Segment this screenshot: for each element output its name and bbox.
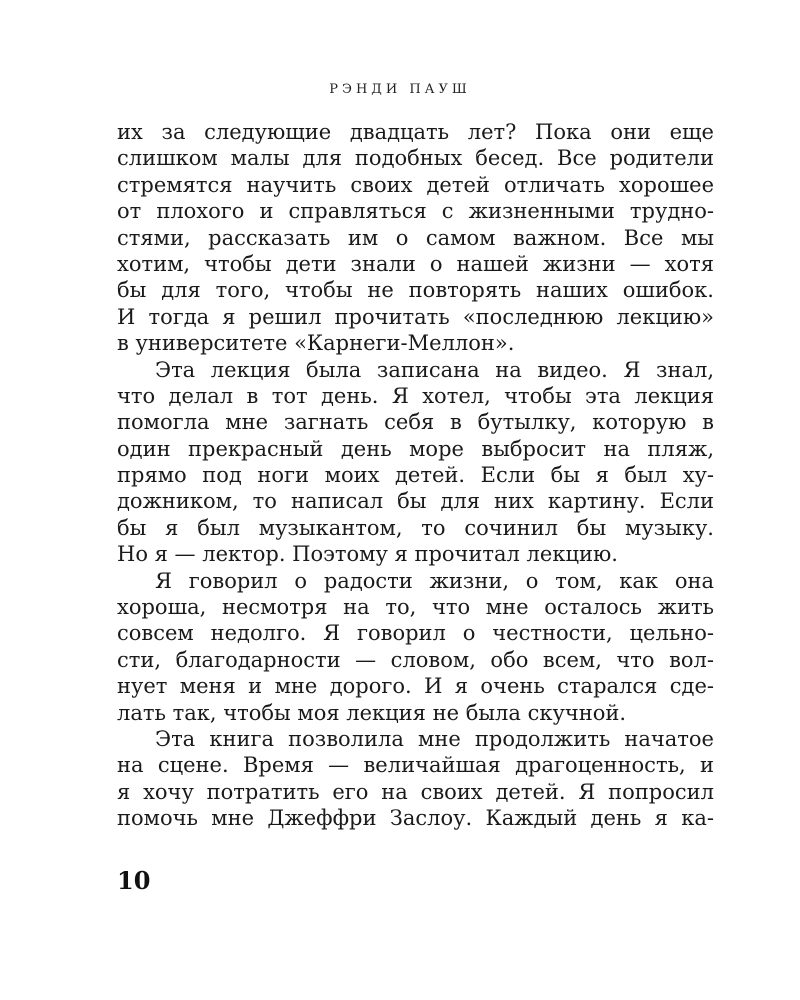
- page-number: 10: [117, 866, 151, 895]
- text-line: Эта книга позволила мне продолжить начатое: [155, 726, 714, 751]
- text-line: я хочу потратить его на своих детей. Я попросил: [117, 779, 714, 804]
- text-line: один прекрасный день море выбросит на пляж,: [117, 436, 714, 461]
- text-line: от плохого и справляться с жизненными трудно-: [117, 199, 714, 224]
- text-line: сти, благодарности — словом, обо всем, что вол-: [117, 647, 714, 672]
- text-line: лать так, чтобы моя лекция не была скучной.: [117, 700, 627, 725]
- text-line: Я говорил о радости жизни, о том, как она: [155, 568, 714, 593]
- text-line: хотим, чтобы дети знали о нашей жизни — хотя: [117, 251, 714, 276]
- text-line: прямо под ноги моих детей. Если бы я был ху-: [117, 463, 714, 488]
- running-head: РЭНДИ ПАУШ: [329, 82, 471, 97]
- text-line: бы для того, чтобы не повторять наших ошибок.: [117, 278, 714, 303]
- text-line: Эта лекция была записана на видео. Я знал,: [155, 357, 714, 382]
- text-line: дожником, то написал бы для них картину. Если: [117, 489, 714, 514]
- body-text: [117, 119, 714, 832]
- text-line: помочь мне Джеффри Заслоу. Каждый день я ка-: [117, 806, 714, 831]
- text-line: И тогда я решил прочитать «последнюю лекцию»: [117, 304, 714, 329]
- text-line: нует меня и мне дорого. И я очень старался сде-: [117, 674, 714, 699]
- text-line: бы я был музыкантом, то сочинил бы музыку.: [117, 515, 714, 540]
- text-line: в университете «Карнеги-Меллон».: [117, 331, 515, 356]
- text-line: хороша, несмотря на то, что мне осталось жить: [117, 595, 714, 620]
- text-line: помогла мне загнать себя в бутылку, которую в: [117, 410, 714, 435]
- text-line: стями, рассказать им о самом важном. Все мы: [117, 225, 714, 250]
- text-line: что делал в тот день. Я хотел, чтобы эта лекция: [117, 383, 714, 408]
- text-line: совсем недолго. Я говорил о честности, цельно-: [117, 621, 714, 646]
- text-line: стремятся научить своих детей отличать хорошее: [117, 172, 714, 197]
- text-line: на сцене. Время — величайшая драгоценность, и: [117, 753, 714, 778]
- text-line: слишком малы для подобных бесед. Все родители: [117, 146, 714, 171]
- text-line: их за следующие двадцать лет? Пока они еще: [117, 120, 714, 144]
- text-line: Но я — лектор. Поэтому я прочитал лекцию.: [117, 542, 618, 567]
